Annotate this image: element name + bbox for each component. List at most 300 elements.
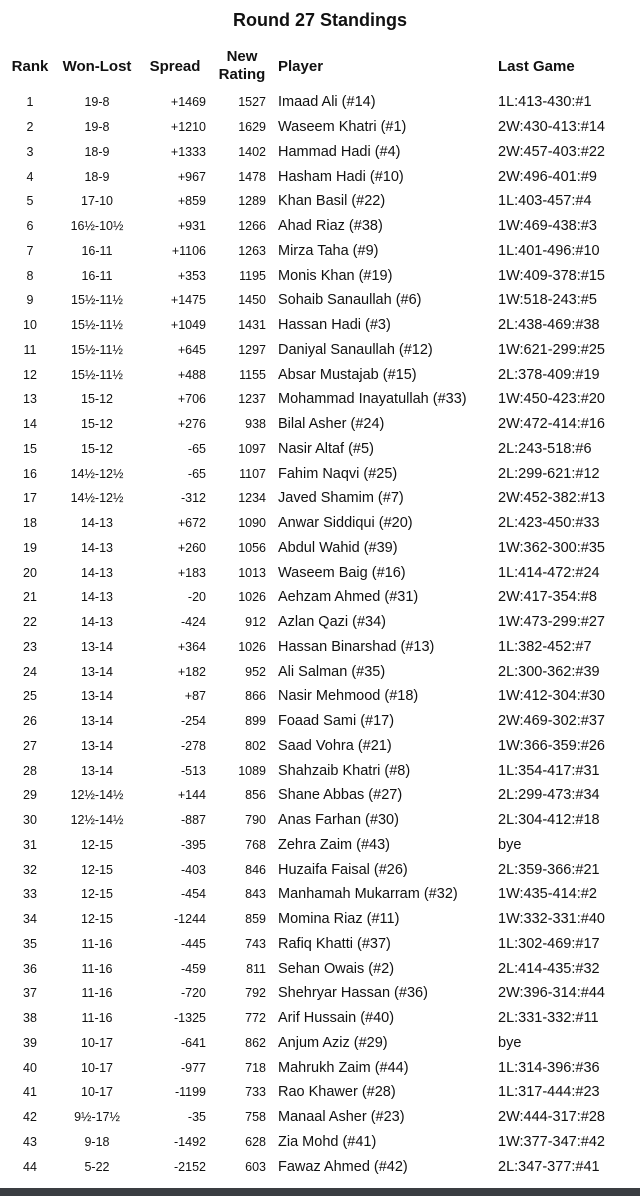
cell-player: Anas Farhan (#30) xyxy=(278,812,399,829)
cell-rank: 28 xyxy=(23,763,37,778)
cell-won-lost: 9½-17½ xyxy=(74,1110,120,1125)
header-spread: Spread xyxy=(149,57,201,75)
table-row xyxy=(4,783,636,808)
cell-new-rating: 802 xyxy=(245,738,266,753)
cell-player: Imaad Ali (#14) xyxy=(278,94,376,111)
cell-player: Hammad Hadi (#4) xyxy=(278,143,401,160)
cell-player: Aehzam Ahmed (#31) xyxy=(278,589,419,606)
cell-spread: +645 xyxy=(177,342,206,357)
cell-player: Fawaz Ahmed (#42) xyxy=(278,1158,408,1175)
cell-rank: 30 xyxy=(23,813,37,828)
cell-player: Hasham Hadi (#10) xyxy=(278,168,404,185)
cell-last-game: 1L:401-496:#10 xyxy=(498,242,600,259)
cell-spread: -312 xyxy=(180,491,206,506)
cell-last-game: 1L:317-444:#23 xyxy=(498,1084,600,1101)
cell-won-lost: 15½-11½ xyxy=(71,342,123,357)
table-row xyxy=(4,684,636,709)
table-row xyxy=(4,486,636,511)
cell-spread: +364 xyxy=(177,639,206,654)
cell-last-game: 2W:396-314:#44 xyxy=(498,985,605,1002)
cell-won-lost: 13-14 xyxy=(81,664,113,679)
cell-won-lost: 12½-14½ xyxy=(70,813,124,828)
cell-player: Saad Vohra (#21) xyxy=(278,737,392,754)
cell-won-lost: 14½-12½ xyxy=(70,491,124,506)
cell-new-rating: 1629 xyxy=(238,120,266,135)
cell-new-rating: 768 xyxy=(245,837,266,852)
table-row xyxy=(4,981,636,1006)
cell-spread: -445 xyxy=(180,936,206,951)
cell-spread: +859 xyxy=(177,194,206,209)
cell-won-lost: 16½-10½ xyxy=(70,219,124,234)
cell-new-rating: 938 xyxy=(245,417,266,432)
cell-player: Abdul Wahid (#39) xyxy=(278,539,398,556)
cell-last-game: 2L:304-412:#18 xyxy=(498,812,600,829)
cell-won-lost: 17-10 xyxy=(81,194,113,209)
cell-spread: -1492 xyxy=(174,1134,206,1149)
table-row xyxy=(4,239,636,264)
header-player: Player xyxy=(278,57,324,75)
table-row xyxy=(4,140,636,165)
cell-rank: 14 xyxy=(23,417,37,432)
table-row xyxy=(4,1154,636,1179)
table-body xyxy=(4,90,636,1179)
cell-last-game: 2W:469-302:#37 xyxy=(498,713,605,730)
cell-last-game: 2L:347-377:#41 xyxy=(498,1158,600,1175)
table-header xyxy=(4,42,636,90)
cell-last-game: 1L:414-472:#24 xyxy=(498,564,600,581)
cell-player: Zia Mohd (#41) xyxy=(278,1133,377,1150)
cell-won-lost: 12-15 xyxy=(81,837,113,852)
cell-player: Hassan Hadi (#3) xyxy=(278,317,391,334)
table-row xyxy=(4,1031,636,1056)
cell-player: Sehan Owais (#2) xyxy=(278,960,395,977)
cell-last-game: bye xyxy=(498,836,522,853)
table-row xyxy=(4,288,636,313)
cell-won-lost: 13-14 xyxy=(81,639,113,654)
cell-rank: 13 xyxy=(23,392,37,407)
cell-spread: -1244 xyxy=(174,912,206,927)
table-row xyxy=(4,313,636,338)
cell-spread: -513 xyxy=(180,763,206,778)
cell-rank: 22 xyxy=(23,615,37,630)
cell-new-rating: 866 xyxy=(245,689,266,704)
cell-new-rating: 1289 xyxy=(238,194,266,209)
cell-new-rating: 1155 xyxy=(239,367,266,382)
cell-player: Mohammad Inayatullah (#33) xyxy=(278,391,467,408)
cell-player: Absar Mustajab (#15) xyxy=(278,366,417,383)
cell-last-game: 2L:423-450:#33 xyxy=(498,515,600,532)
cell-won-lost: 16-11 xyxy=(81,243,113,258)
cell-spread: -424 xyxy=(180,615,206,630)
header-rank: Rank xyxy=(11,57,49,75)
cell-last-game: 2W:430-413:#14 xyxy=(498,119,605,136)
cell-won-lost: 15½-11½ xyxy=(71,367,123,382)
cell-player: Nasir Altaf (#5) xyxy=(278,440,374,457)
cell-rank: 34 xyxy=(23,912,37,927)
cell-won-lost: 10-17 xyxy=(81,1085,113,1100)
cell-last-game: 1L:382-452:#7 xyxy=(498,638,592,655)
cell-new-rating: 1056 xyxy=(238,540,266,555)
cell-last-game: 1W:450-423:#20 xyxy=(498,391,605,408)
cell-spread: +1049 xyxy=(170,318,206,333)
cell-spread: -254 xyxy=(180,714,206,729)
cell-rank: 33 xyxy=(23,887,37,902)
table-row xyxy=(4,734,636,759)
cell-new-rating: 772 xyxy=(245,1011,266,1026)
cell-last-game: 1W:332-331:#40 xyxy=(498,911,605,928)
cell-new-rating: 1089 xyxy=(238,763,266,778)
cell-last-game: 2W:496-401:#9 xyxy=(498,168,597,185)
cell-won-lost: 18-9 xyxy=(84,169,110,184)
cell-player: Foaad Sami (#17) xyxy=(278,713,395,730)
cell-rank: 21 xyxy=(23,590,37,605)
cell-last-game: 2L:300-362:#39 xyxy=(498,663,600,680)
cell-new-rating: 1026 xyxy=(238,639,266,654)
cell-new-rating: 1026 xyxy=(238,590,266,605)
cell-rank: 10 xyxy=(23,318,37,333)
cell-spread: -454 xyxy=(180,887,206,902)
cell-rank: 16 xyxy=(23,466,37,481)
cell-won-lost: 18-9 xyxy=(84,144,110,159)
cell-rank: 3 xyxy=(26,144,34,159)
header-new-rating-line2: Rating xyxy=(218,66,266,83)
cell-spread: +1469 xyxy=(170,95,206,110)
cell-spread: +183 xyxy=(177,565,206,580)
cell-last-game: 2L:414-435:#32 xyxy=(498,960,600,977)
cell-last-game: 1L:302-469:#17 xyxy=(498,935,600,952)
cell-rank: 12 xyxy=(23,367,37,382)
cell-won-lost: 5-22 xyxy=(84,1159,110,1174)
cell-last-game: 1W:409-378:#15 xyxy=(498,267,605,284)
cell-last-game: 2L:299-621:#12 xyxy=(498,465,600,482)
cell-last-game: 2W:444-317:#28 xyxy=(498,1109,605,1126)
cell-won-lost: 14½-12½ xyxy=(70,466,124,481)
cell-last-game: 2W:457-403:#22 xyxy=(498,143,605,160)
cell-rank: 44 xyxy=(23,1159,37,1174)
cell-new-rating: 758 xyxy=(245,1110,266,1125)
cell-new-rating: 1237 xyxy=(238,392,266,407)
cell-new-rating: 733 xyxy=(245,1085,266,1100)
cell-rank: 4 xyxy=(26,169,34,184)
cell-won-lost: 9-18 xyxy=(84,1134,110,1149)
cell-won-lost: 10-17 xyxy=(81,1060,113,1075)
cell-last-game: 1L:314-396:#36 xyxy=(498,1059,600,1076)
cell-new-rating: 1097 xyxy=(238,441,266,456)
cell-spread: -1325 xyxy=(174,1011,206,1026)
cell-new-rating: 1402 xyxy=(238,144,266,159)
cell-last-game: 1W:469-438:#3 xyxy=(498,218,597,235)
cell-new-rating: 811 xyxy=(246,961,266,976)
cell-new-rating: 1234 xyxy=(238,491,266,506)
cell-player: Bilal Asher (#24) xyxy=(278,416,385,433)
cell-new-rating: 1263 xyxy=(238,243,266,258)
cell-spread: +260 xyxy=(177,540,206,555)
cell-player: Huzaifa Faisal (#26) xyxy=(278,861,408,878)
cell-new-rating: 1450 xyxy=(238,293,266,308)
cell-rank: 2 xyxy=(26,120,34,135)
cell-player: Khan Basil (#22) xyxy=(278,193,386,210)
cell-last-game: 2W:417-354:#8 xyxy=(498,589,597,606)
cell-last-game: 1L:413-430:#1 xyxy=(498,94,592,111)
header-won-lost: Won-Lost xyxy=(62,57,132,75)
cell-rank: 24 xyxy=(23,664,37,679)
cell-new-rating: 846 xyxy=(245,862,266,877)
table-row xyxy=(4,956,636,981)
cell-last-game: 2L:331-332:#11 xyxy=(498,1010,599,1027)
cell-spread: +1333 xyxy=(170,144,206,159)
cell-rank: 8 xyxy=(26,268,34,283)
cell-spread: +182 xyxy=(177,664,206,679)
table-row xyxy=(4,511,636,536)
cell-player: Ahad Riaz (#38) xyxy=(278,218,383,235)
cell-won-lost: 11-16 xyxy=(81,961,113,976)
cell-player: Daniyal Sanaullah (#12) xyxy=(278,341,433,358)
table-row xyxy=(4,610,636,635)
table-row xyxy=(4,536,636,561)
cell-last-game: 2L:359-366:#21 xyxy=(498,861,600,878)
cell-new-rating: 859 xyxy=(245,912,266,927)
cell-spread: -1199 xyxy=(174,1085,206,1100)
cell-won-lost: 19-8 xyxy=(84,95,110,110)
cell-last-game: 2W:452-382:#13 xyxy=(498,490,605,507)
cell-spread: +1106 xyxy=(171,243,206,258)
cell-player: Arif Hussain (#40) xyxy=(278,1010,395,1027)
cell-rank: 36 xyxy=(23,961,37,976)
cell-won-lost: 16-11 xyxy=(81,268,113,283)
cell-won-lost: 12½-14½ xyxy=(70,788,124,803)
cell-spread: -20 xyxy=(187,590,206,605)
cell-spread: +672 xyxy=(177,516,206,531)
cell-spread: -2152 xyxy=(174,1159,206,1174)
table-row xyxy=(4,932,636,957)
cell-won-lost: 14-13 xyxy=(81,615,113,630)
cell-player: Rao Khawer (#28) xyxy=(278,1084,396,1101)
cell-player: Sohaib Sanaullah (#6) xyxy=(278,292,422,309)
cell-rank: 7 xyxy=(26,243,34,258)
cell-player: Zehra Zaim (#43) xyxy=(278,836,391,853)
standings-table xyxy=(4,42,636,1179)
table-row xyxy=(4,709,636,734)
cell-new-rating: 1013 xyxy=(238,565,266,580)
cell-won-lost: 13-14 xyxy=(81,763,113,778)
cell-player: Shane Abbas (#27) xyxy=(278,787,403,804)
cell-won-lost: 14-13 xyxy=(81,540,113,555)
cell-player: Waseem Khatri (#1) xyxy=(278,119,407,136)
table-row xyxy=(4,263,636,288)
table-row xyxy=(4,635,636,660)
cell-last-game: 2L:299-473:#34 xyxy=(498,787,600,804)
cell-won-lost: 15½-11½ xyxy=(71,318,123,333)
cell-last-game: 1W:412-304:#30 xyxy=(498,688,605,705)
cell-player: Manaal Asher (#23) xyxy=(278,1109,405,1126)
cell-spread: -278 xyxy=(180,738,206,753)
cell-player: Shahzaib Khatri (#8) xyxy=(278,762,411,779)
table-row xyxy=(4,758,636,783)
cell-spread: -35 xyxy=(187,1110,206,1125)
cell-won-lost: 12-15 xyxy=(81,887,113,902)
cell-player: Waseem Baig (#16) xyxy=(278,564,406,581)
cell-player: Azlan Qazi (#34) xyxy=(278,614,386,631)
cell-rank: 37 xyxy=(23,986,37,1001)
page-title: Round 27 Standings xyxy=(232,10,407,30)
cell-spread: +488 xyxy=(177,367,206,382)
cell-spread: +1210 xyxy=(170,120,206,135)
cell-new-rating: 1090 xyxy=(238,516,266,531)
cell-won-lost: 13-14 xyxy=(81,714,113,729)
cell-player: Manhamah Mukarram (#32) xyxy=(278,886,458,903)
cell-spread: +87 xyxy=(184,689,206,704)
cell-last-game: 1W:518-243:#5 xyxy=(498,292,597,309)
header-new-rating xyxy=(212,42,272,90)
cell-spread: -403 xyxy=(180,862,206,877)
table-row xyxy=(4,585,636,610)
cell-spread: +706 xyxy=(177,392,206,407)
table-row xyxy=(4,1006,636,1031)
cell-new-rating: 912 xyxy=(245,615,266,630)
table-row xyxy=(4,115,636,140)
header-row xyxy=(4,42,636,90)
table-row xyxy=(4,164,636,189)
table-row xyxy=(4,437,636,462)
cell-rank: 1 xyxy=(26,95,34,110)
cell-spread: +353 xyxy=(177,268,206,283)
cell-spread: +931 xyxy=(177,219,206,234)
cell-won-lost: 10-17 xyxy=(81,1035,113,1050)
cell-player: Momina Riaz (#11) xyxy=(278,911,400,928)
cell-won-lost: 12-15 xyxy=(81,912,113,927)
cell-player: Monis Khan (#19) xyxy=(278,267,393,284)
cell-new-rating: 1195 xyxy=(239,268,266,283)
cell-won-lost: 15-12 xyxy=(81,392,113,407)
cell-won-lost: 11-16 xyxy=(81,986,113,1001)
cell-rank: 20 xyxy=(23,565,37,580)
table-row xyxy=(4,882,636,907)
table-row xyxy=(4,833,636,858)
bottom-bar xyxy=(0,1188,640,1196)
cell-player: Mahrukh Zaim (#44) xyxy=(278,1059,409,1076)
cell-new-rating: 899 xyxy=(245,714,266,729)
cell-won-lost: 13-14 xyxy=(81,738,113,753)
cell-spread: +967 xyxy=(177,169,206,184)
cell-won-lost: 13-14 xyxy=(81,689,113,704)
table-row xyxy=(4,461,636,486)
cell-spread: -65 xyxy=(187,466,206,481)
cell-rank: 26 xyxy=(23,714,37,729)
cell-rank: 11 xyxy=(23,342,37,357)
cell-rank: 19 xyxy=(23,540,37,555)
cell-rank: 32 xyxy=(23,862,37,877)
cell-won-lost: 15½-11½ xyxy=(71,293,123,308)
cell-last-game: 1W:473-299:#27 xyxy=(498,614,605,631)
cell-spread: +144 xyxy=(177,788,206,803)
table-row xyxy=(4,362,636,387)
cell-new-rating: 1107 xyxy=(239,466,266,481)
cell-player: Rafiq Khatti (#37) xyxy=(278,935,391,952)
cell-won-lost: 19-8 xyxy=(84,120,110,135)
cell-new-rating: 743 xyxy=(245,936,266,951)
cell-rank: 42 xyxy=(23,1110,37,1125)
cell-last-game: 2W:472-414:#16 xyxy=(498,416,605,433)
cell-won-lost: 14-13 xyxy=(81,590,113,605)
table-row xyxy=(4,560,636,585)
cell-spread: -65 xyxy=(187,441,206,456)
cell-player: Shehryar Hassan (#36) xyxy=(278,985,428,1002)
cell-won-lost: 12-15 xyxy=(81,862,113,877)
table-row xyxy=(4,338,636,363)
cell-last-game: 2L:243-518:#6 xyxy=(498,440,592,457)
cell-new-rating: 1527 xyxy=(238,95,266,110)
cell-won-lost: 15-12 xyxy=(81,441,113,456)
cell-rank: 40 xyxy=(23,1060,37,1075)
cell-last-game: 1W:377-347:#42 xyxy=(498,1133,605,1150)
cell-new-rating: 1266 xyxy=(238,219,266,234)
cell-new-rating: 856 xyxy=(245,788,266,803)
table-row xyxy=(4,387,636,412)
cell-rank: 18 xyxy=(23,516,37,531)
header-last-game: Last Game xyxy=(498,57,575,75)
cell-player: Fahim Naqvi (#25) xyxy=(278,465,398,482)
cell-rank: 9 xyxy=(26,293,34,308)
table-row xyxy=(4,857,636,882)
cell-last-game: 1W:366-359:#26 xyxy=(498,737,605,754)
cell-rank: 39 xyxy=(23,1035,37,1050)
table-row xyxy=(4,1080,636,1105)
cell-last-game: bye xyxy=(498,1034,522,1051)
cell-new-rating: 790 xyxy=(245,813,266,828)
cell-spread: -459 xyxy=(180,961,206,976)
cell-player: Javed Shamim (#7) xyxy=(278,490,404,507)
cell-spread: +1475 xyxy=(170,293,206,308)
cell-rank: 35 xyxy=(23,936,37,951)
cell-rank: 6 xyxy=(26,219,34,234)
table-row xyxy=(4,808,636,833)
cell-last-game: 1W:362-300:#35 xyxy=(498,539,605,556)
cell-won-lost: 14-13 xyxy=(81,565,113,580)
table-row xyxy=(4,412,636,437)
cell-won-lost: 15-12 xyxy=(81,417,113,432)
cell-new-rating: 718 xyxy=(245,1060,266,1075)
cell-won-lost: 14-13 xyxy=(81,516,113,531)
cell-rank: 5 xyxy=(26,194,34,209)
cell-last-game: 1W:435-414:#2 xyxy=(498,886,597,903)
table-row xyxy=(4,659,636,684)
cell-new-rating: 792 xyxy=(245,986,266,1001)
table-row xyxy=(4,907,636,932)
cell-spread: -720 xyxy=(180,986,206,1001)
cell-new-rating: 1431 xyxy=(238,318,266,333)
cell-player: Mirza Taha (#9) xyxy=(278,242,379,259)
table-row xyxy=(4,1105,636,1130)
cell-rank: 23 xyxy=(23,639,37,654)
cell-spread: +276 xyxy=(177,417,206,432)
cell-new-rating: 862 xyxy=(245,1035,266,1050)
cell-last-game: 2L:378-409:#19 xyxy=(498,366,600,383)
cell-rank: 29 xyxy=(23,788,37,803)
table-row xyxy=(4,189,636,214)
cell-last-game: 2L:438-469:#38 xyxy=(498,317,600,334)
cell-rank: 17 xyxy=(23,491,37,506)
table-row xyxy=(4,214,636,239)
header-new-rating-line1: New xyxy=(226,48,258,65)
cell-rank: 15 xyxy=(23,441,37,456)
cell-rank: 41 xyxy=(23,1085,37,1100)
table-row xyxy=(4,90,636,115)
table-row xyxy=(4,1055,636,1080)
cell-spread: -887 xyxy=(180,813,206,828)
cell-rank: 38 xyxy=(23,1011,37,1026)
cell-player: Anjum Aziz (#29) xyxy=(278,1034,388,1051)
cell-player: Hassan Binarshad (#13) xyxy=(278,638,435,655)
